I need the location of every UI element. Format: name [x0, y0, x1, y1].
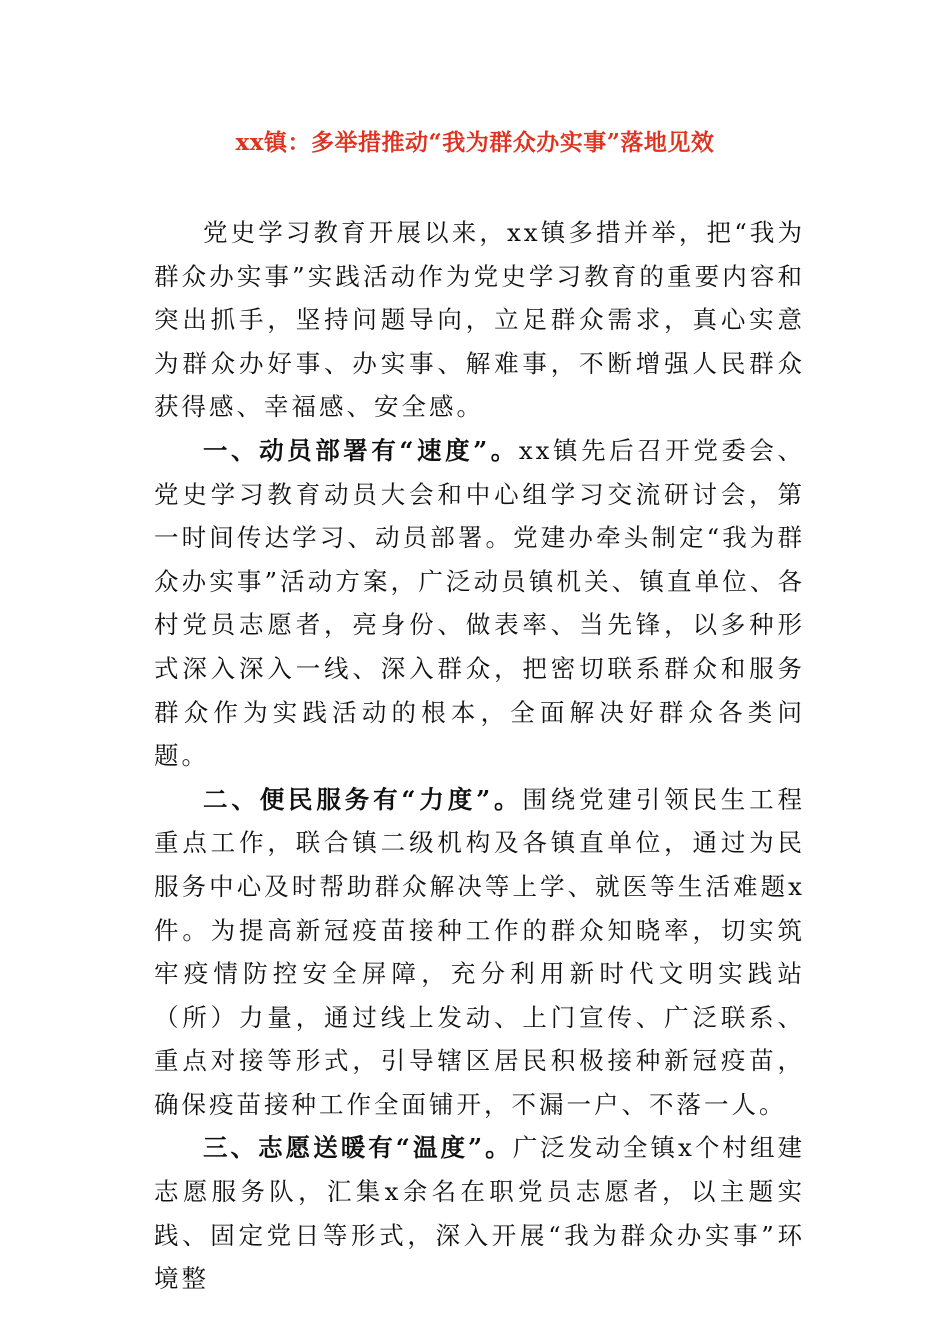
paragraph-text: 围绕党建引领民生工程重点工作，联合镇二级机构及各镇直单位，通过为民服务中心及时帮助群众解决等上学、就医等生活难题x件。为提高新冠疫苗接种工作的群众知晓率，切实筑牢疫情防控安全屏障，充分利用新时代文明实践站（所）力量，通过线上发动、上门宣传、广泛联系、重点对接等形式，引导辖区居民积极接种新冠疫苗，确保疫苗接种工作全面铺开，不漏一户、不落一人。: [154, 784, 806, 1119]
paragraph-lead: 三、志愿送暖有“温度”。: [203, 1133, 513, 1163]
paragraph-lead: 一、动员部署有“速度”。: [203, 435, 519, 465]
paragraph-text: xx镇先后召开党委会、党史学习教育动员大会和中心组学习交流研讨会，第一时间传达学习、动员部署。党建办牵头制定“我为群众办实事”活动方案，广泛动员镇机关、镇直单位、各村党员志愿者，亮身份、做表率、当先锋，以多种形式深入深入一线、深入群众，把密切联系群众和服务群众作为实践活动的根本，全面解决好群众各类问题。: [154, 435, 805, 771]
paragraph-section-1: [154, 429, 805, 778]
paragraph-section-2: [154, 778, 805, 1127]
document-body: [154, 211, 805, 1301]
paragraph-section-3: [154, 1126, 805, 1300]
paragraph-intro: [154, 211, 805, 429]
document-title: xx镇：多举措推动“我为群众办实事”落地见效: [235, 129, 715, 156]
paragraph-lead: 二、便民服务有“力度”。: [203, 784, 523, 814]
paragraph-text: 广泛发动全镇x个村组建志愿服务队，汇集x余名在职党员志愿者，以主题实践、固定党日等形式，深入开展“我为群众办实事”环境整: [154, 1133, 805, 1294]
paragraph-text: 党史学习教育开展以来，xx镇多措并举，把“我为群众办实事”实践活动作为党史学习教育的重要内容和突出抓手，坚持问题导向，立足群众需求，真心实意为群众办好事、办实事、解难事，不断增强人民群众获得感、幸福感、安全感。: [154, 218, 805, 422]
